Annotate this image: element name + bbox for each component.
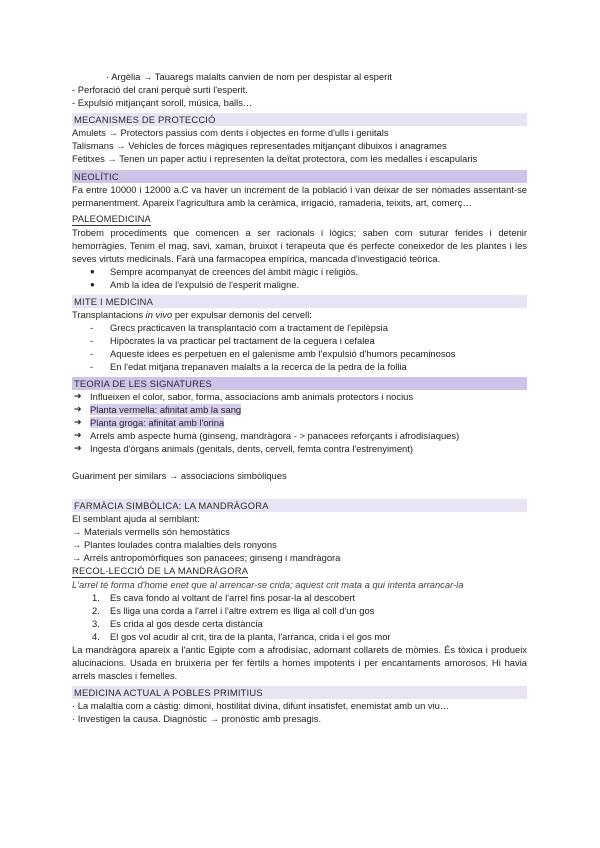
section-heading-farmacia: FARMÀCIA SIMBÒLICA: LA MANDRÀGORA	[72, 499, 527, 512]
text-line: Guariment per similars → associacions simbòliques	[72, 470, 287, 481]
text-line: Talismans → Vehicles de forces màgiques representades mitjançant dibuixos i anagrames	[72, 140, 447, 151]
paragraph-mandragora: La mandràgora apareix a l'antic Egipte com a afrodisíac, adornant collarets de mòmies. És tòxica i produeix alucinacions. Usada en bruixeria per fer fèrtils a homes impotents i per encantaments amorosos. Hi havia arrels mascles i femelles.	[72, 644, 527, 681]
numbered-list	[72, 591, 527, 643]
paragraph-neolitic: Fa entre 10000 i 12000 a.C va haver un increment de la població i van deixar de ser nòmades assentant-se permanentment. Apareix l'agricultura amb la ceràmica, irrigació, ramaderia, teixits, art, comerç…	[72, 184, 527, 208]
dash-list	[72, 321, 527, 373]
arrow-list	[72, 390, 527, 455]
text-line: El semblant ajuda al semblant:	[72, 513, 200, 524]
intro-text: Transplantacions	[72, 309, 146, 320]
item-text: Es cava fondo al voltant de l'arrel fins posar-la al descobert	[110, 592, 356, 603]
list-item: - Aqueste idees es perpetuen en el galenisme amb l'expulsió d'humors pecaminosos	[72, 347, 527, 360]
intro-italic: in vivo	[145, 309, 173, 320]
text-line: → Plantes loulades contra malalties dels ronyons	[72, 539, 277, 550]
text-line: → Materials vermells són hemostàtics	[72, 526, 230, 537]
intro-line	[72, 308, 527, 321]
bullet-list	[72, 265, 527, 291]
section-heading-paleomedicina: PALEOMEDICINA	[72, 213, 152, 224]
list-item: - Grecs practicaven la transplantació com a tractament de l'epilèpsia	[72, 321, 527, 334]
document-page	[72, 70, 527, 725]
list-item	[72, 630, 527, 643]
intro-text: per expulsar demonis del cervell:	[172, 309, 312, 320]
section-heading-mite: MITE I MEDICINA	[72, 295, 527, 308]
highlighted-text: Planta groga: afinitat amb l'orina	[90, 417, 225, 428]
list-item	[72, 604, 527, 617]
section-heading-signatures: TEORIA DE LES SIGNATURES	[72, 377, 527, 390]
list-item: ➔ Influeixen el color, sabor, forma, associacions amb animals protectors i nocius	[72, 390, 527, 403]
section-heading-neolitic: NEOLÍTIC	[72, 170, 527, 183]
list-item	[72, 591, 527, 604]
item-text: Es lliga una corda a l'arrel i l'altre extrem es lliga al coll d'un gos	[110, 605, 375, 616]
item-number: 3.	[92, 618, 100, 629]
item-number: 1.	[92, 592, 100, 603]
section-heading-proteccio: MECANISMES DE PROTECCIÓ	[72, 113, 527, 126]
list-item: ● Amb la idea de l'expulsió de l'esperit maligne.	[72, 278, 527, 291]
item-number: 4.	[92, 631, 100, 642]
list-item	[72, 403, 527, 416]
text-line: - Perforació del crani perquè surti l'esperit.	[72, 84, 248, 95]
list-item: ● Sempre acompanyat de creences del àmbit màgic i religiòs.	[72, 265, 527, 278]
section-heading-recollectio: RECOL·LECCIÓ DE LA MANDRÀGORA	[72, 565, 249, 576]
paragraph-paleomedicina: Trobem procediments que comencen a ser racionals i lògics; saben com suturar ferides i detenir hemorràgies. Tenim el mag, savi, xaman, bruixot i terapeuta que és perfecte coneixedor de les plantes i les seves virtuts medicinals. Farà una farmacopea empírica, mancada d'investigació teòrica.	[72, 227, 527, 264]
highlighted-text: Planta vermella: afinitat amb la sang	[90, 404, 242, 415]
text-line: - Expulsió mitjançant soroll, música, balls…	[72, 97, 253, 108]
text-line: Fetitxes → Tenen un paper actiu i representen la deïtat protectora, com les medalles i escapularis	[72, 153, 478, 164]
item-text: Es crida al gos desde certa distància	[110, 618, 263, 629]
list-item: - Hipòcrates la va practicar pel tractament de la ceguera i cefalea	[72, 334, 527, 347]
section-heading-actual: MEDICINA ACTUAL A POBLES PRIMITIUS	[72, 686, 527, 699]
list-item	[72, 617, 527, 630]
item-number: 2.	[92, 605, 100, 616]
item-text: El gos vol acudir al crit, tira de la planta, l'arranca, crida i el gos mor	[110, 631, 391, 642]
list-item: ➔ Arrels amb aspecte humà (ginseng, mandràgora - > panacees reforçants i afrodisíaques)	[72, 429, 527, 442]
list-item: ➔ Ingesta d'òrgans animals (genitals, dents, cervell, femta contra l'estrenyiment)	[72, 442, 527, 455]
list-item: - En l'edat mitjana trepanaven malalts a la recerca de la pedra de la follia	[72, 360, 527, 373]
italic-line: L'arrel té forma d'home enet que al arrencar-se crida; aquest crit mata a qui intenta arrancar-la	[72, 579, 464, 590]
text-line: · La malaltia com a càstig: dimoni, hostilitat divina, difunt insatisfet, enemistat amb un viu…	[72, 700, 450, 711]
text-line: · Argèlia → Tauaregs malalts canvien de nom per despistar al esperit	[106, 71, 392, 82]
text-line: Amulets → Protectors passius com dents i objectes en forme d'ulls i genitals	[72, 127, 389, 138]
list-item	[72, 416, 527, 429]
text-line: · Investigen la causa. Diagnòstic → pronòstic amb presagis.	[72, 713, 322, 724]
text-line: → Arrels antropomòrfiques son panacees; ginseng i mandràgora	[72, 552, 341, 563]
